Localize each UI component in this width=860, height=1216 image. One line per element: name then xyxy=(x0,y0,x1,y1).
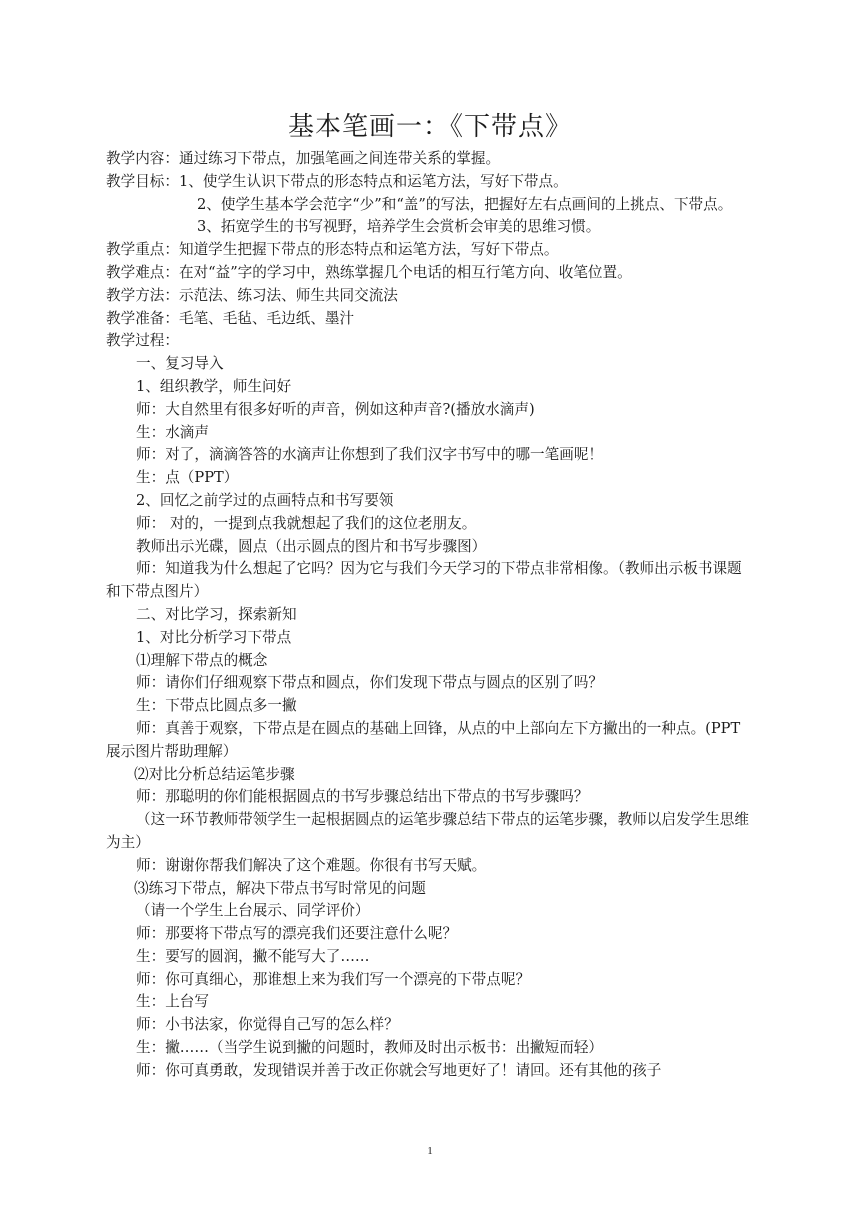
text-line: 师：那要将下带点写的漂亮我们还要注意什么呢？ xyxy=(136,925,458,943)
text-line: 教学目标：1、使学生认识下带点的形态特点和运笔方法，写好下带点。 xyxy=(106,172,568,190)
text-line: 教学方法：示范法、练习法、师生共同交流法 xyxy=(106,286,398,304)
text-line: 师：对了，滴滴答答的水滴声让你想到了我们汉字书写中的哪一笔画呢！ xyxy=(136,446,604,464)
text-line: （这一环节教师带领学生一起根据圆点的运笔步骤总结下带点的运笔步骤，教师以启发学生思维为主） xyxy=(106,811,749,851)
text-line: 生：上台写 xyxy=(136,993,209,1011)
text-line: ⑶练习下带点，解决下带点书写时常见的问题 xyxy=(134,879,426,897)
text-line: 教学准备：毛笔、毛毡、毛边纸、墨汁 xyxy=(106,309,355,327)
text-line: 一、复习导入 xyxy=(136,355,224,373)
text-line: 师：小书法家，你觉得自己写的怎么样？ xyxy=(136,1016,399,1034)
text-line: 1、组织教学，师生问好 xyxy=(136,377,292,395)
text-line: 教师出示光碟，圆点（出示圆点的图片和书写步骤图） xyxy=(136,537,487,555)
text-line: 生：点（PPT） xyxy=(136,469,239,487)
text-line: 师：谢谢你帮我们解决了这个难题。你很有书写天赋。 xyxy=(136,856,487,874)
text-line: ⑴理解下带点的概念 xyxy=(136,651,268,669)
document-body xyxy=(106,148,756,1083)
text-line: 师：大自然里有很多好听的声音，例如这种声音?(播放水滴声) xyxy=(136,400,535,418)
text-line: 生：下带点比圆点多一撇 xyxy=(136,697,297,715)
text-line: 师：你可真勇敢，发现错误并善于改正你就会写地更好了！请回。还有其他的孩子 xyxy=(136,1061,662,1079)
text-line: 生：水滴声 xyxy=(136,423,209,441)
text-line: 教学过程： xyxy=(106,332,179,350)
text-line: （请一个学生上台展示、同学评价） xyxy=(136,902,370,920)
text-line: 教学重点：知道学生把握下带点的形态特点和运笔方法，写好下带点。 xyxy=(106,241,559,259)
page-number: 1 xyxy=(427,1145,433,1157)
text-line: 师：那聪明的你们能根据圆点的书写步骤总结出下带点的书写步骤吗？ xyxy=(136,788,589,806)
text-line: 教学难点：在对“益”字的学习中，熟练掌握几个电话的相互行笔方向、收笔位置。 xyxy=(106,263,632,281)
text-line: 2、回忆之前学过的点画特点和书写要领 xyxy=(136,491,394,509)
text-line: 师：请你们仔细观察下带点和圆点，你们发现下带点与圆点的区别了吗？ xyxy=(136,674,604,692)
text-line: 3、拓宽学生的书写视野，培养学生会赏析会审美的思维习惯。 xyxy=(197,218,601,236)
text-line: 生：撇……（当学生说到撇的问题时，教师及时出示板书：出撇短而轻） xyxy=(136,1039,604,1057)
text-line: 师：你可真细心，那谁想上来为我们写一个漂亮的下带点呢？ xyxy=(136,970,531,988)
text-line: 生：要写的圆润，撇不能写大了…… xyxy=(136,947,370,965)
text-line: 2、使学生基本学会范字“少”和“盖”的写法，把握好左右点画间的上挑点、下带点。 xyxy=(197,195,733,213)
text-line: 1、对比分析学习下带点 xyxy=(136,628,292,646)
text-line: 师：真善于观察，下带点是在圆点的基础上回锋，从点的中上部向左下方撇出的一种点。(PPT 展示图片帮助理解） xyxy=(106,719,741,760)
text-line: ⑵对比分析总结运笔步骤 xyxy=(134,765,295,783)
document-title: 基本笔画一：《下带点》 xyxy=(287,112,572,142)
text-line: 师： 对的，一提到点我就想起了我们的这位老朋友。 xyxy=(136,514,477,532)
text-line: 二、对比学习，探索新知 xyxy=(136,605,297,623)
text-line: 教学内容：通过练习下带点，加强笔画之间连带关系的掌握。 xyxy=(106,150,501,167)
text-line: 师：知道我为什么想起了它吗？因为它与我们今天学习的下带点非常相像。（教师出示板书课题和下带点图片） xyxy=(106,560,742,601)
